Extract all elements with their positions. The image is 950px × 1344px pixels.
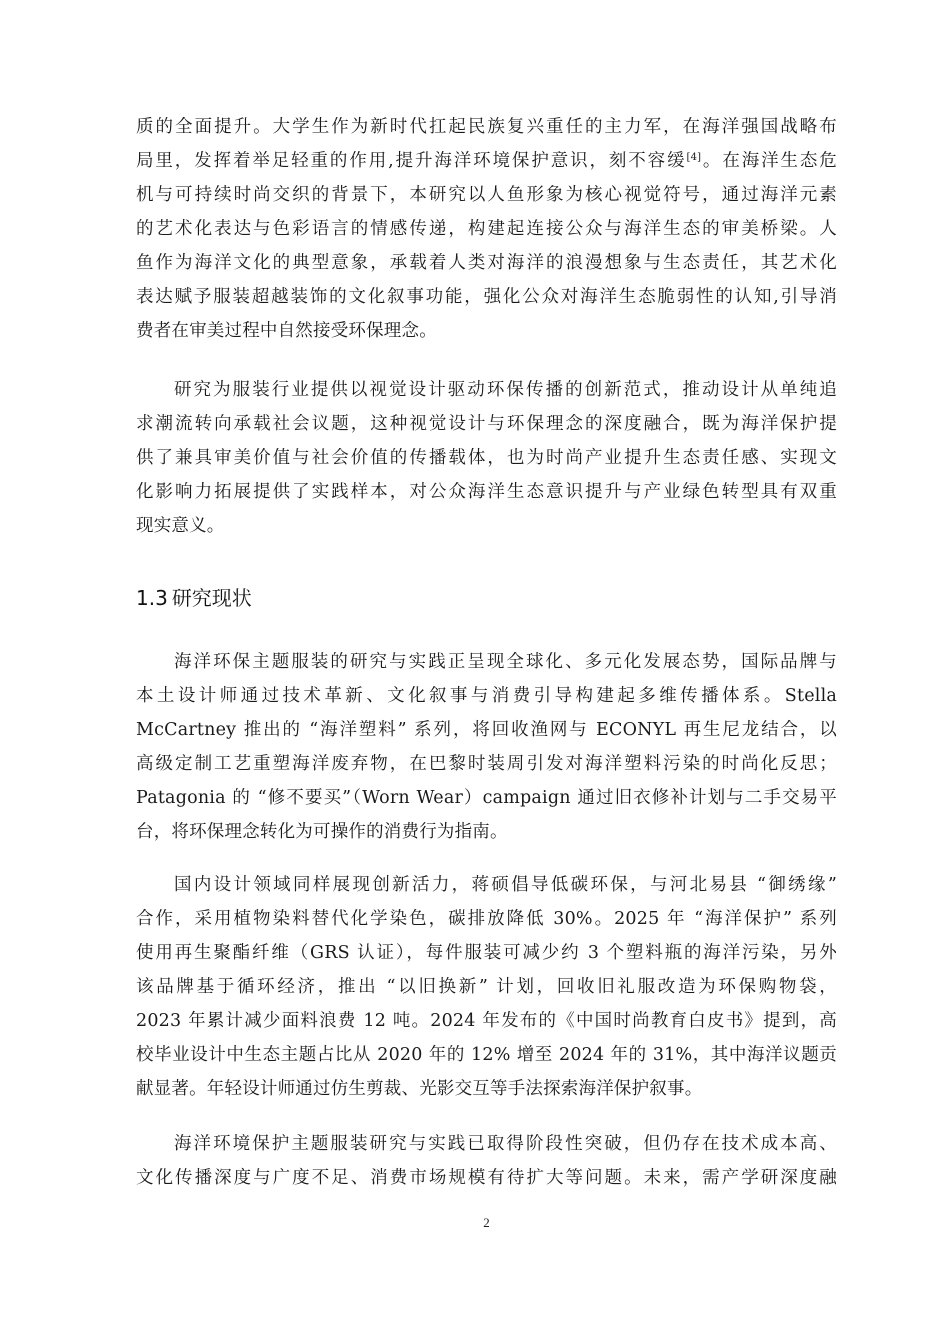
section-heading <box>136 582 252 614</box>
citation-reference[interactable]: [4] <box>686 152 702 163</box>
text-line <box>136 146 837 176</box>
text-line: 校毕业设计中生态主题占比从 2020 年的 12% 增至 2024 年的 31%，其中海洋议题贡 <box>136 1045 837 1065</box>
text-line: 本土设计师通过技术革新、文化叙事与消费引导构建起多维传播体系。Stella <box>136 686 837 706</box>
document-page <box>136 0 837 1344</box>
text-line: 研究为服装行业提供以视觉设计驱动环保传播的创新范式，推动设计从单纯追 <box>174 380 837 400</box>
text-line: 海洋环保主题服装的研究与实践正呈现全球化、多元化发展态势，国际品牌与 <box>174 652 837 672</box>
text-line: 机与可持续时尚交织的背景下，本研究以人鱼形象为核心视觉符号，通过海洋元素 <box>136 185 837 205</box>
text-segment: 局里，发挥着举足轻重的作用,提升海洋环境保护意识，刻不容缓 <box>136 151 687 171</box>
text-line: 合作，采用植物染料替代化学染色，碳排放降低 30%。2025 年 “海洋保护” 系列 <box>136 909 837 929</box>
text-line: 费者在审美过程中自然接受环保理念。 <box>136 321 437 341</box>
text-segment: 。在海洋生态危 <box>701 151 837 171</box>
text-line: 表达赋予服装超越装饰的文化叙事功能，强化公众对海洋生态脆弱性的认知,引导消 <box>136 287 837 307</box>
text-line: 国内设计领域同样展现创新活力，蒋硕倡导低碳环保，与河北易县 “御绣缘” <box>174 875 837 895</box>
text-line: 文化传播深度与广度不足、消费市场规模有待扩大等问题。未来，需产学研深度融 <box>136 1168 837 1188</box>
text-line: 供了兼具审美价值与社会价值的传播载体，也为时尚产业提升生态责任感、实现文 <box>136 448 837 468</box>
section-title: 研究现状 <box>171 586 252 610</box>
text-line: McCartney 推出的 “海洋塑料” 系列，将回收渔网与 ECONYL 再生尼龙结合，以 <box>136 720 837 740</box>
text-line: 海洋环境保护主题服装研究与实践已取得阶段性突破，但仍存在技术成本高、 <box>174 1134 837 1154</box>
text-line: 该品牌基于循环经济，推出 “以旧换新” 计划，回收旧礼服改造为环保购物袋， <box>136 977 837 997</box>
text-line: 使用再生聚酯纤维（GRS 认证），每件服装可减少约 3 个塑料瓶的海洋污染，另外 <box>136 943 837 963</box>
text-line: 台，将环保理念转化为可操作的消费行为指南。 <box>136 822 508 842</box>
text-line: 求潮流转向承载社会议题，这种视觉设计与环保理念的深度融合，既为海洋保护提 <box>136 414 837 434</box>
text-line: 的艺术化表达与色彩语言的情感传递，构建起连接公众与海洋生态的审美桥梁。人 <box>136 219 837 239</box>
text-line: 鱼作为海洋文化的典型意象，承载着人类对海洋的浪漫想象与生态责任，其艺术化 <box>136 253 837 273</box>
text-line: Patagonia 的 “修不要买”（Worn Wear）campaign 通过旧衣修补计划与二手交易平 <box>136 788 837 808</box>
page-number: 2 <box>483 1215 490 1230</box>
text-line: 化影响力拓展提供了实践样本，对公众海洋生态意识提升与产业绿色转型具有双重 <box>136 482 837 502</box>
text-line: 2023 年累计减少面料浪费 12 吨。2024 年发布的《中国时尚教育白皮书》提到，高 <box>136 1011 837 1031</box>
text-line: 质的全面提升。大学生作为新时代扛起民族复兴重任的主力军，在海洋强国战略布 <box>136 117 837 137</box>
text-line: 现实意义。 <box>136 516 225 536</box>
text-line: 献显著。年轻设计师通过仿生剪裁、光影交互等手法探索海洋保护叙事。 <box>136 1079 703 1099</box>
text-line: 高级定制工艺重塑海洋废弃物，在巴黎时装周引发对海洋塑料污染的时尚化反思； <box>136 754 837 774</box>
section-number: 1.3 <box>136 586 168 610</box>
